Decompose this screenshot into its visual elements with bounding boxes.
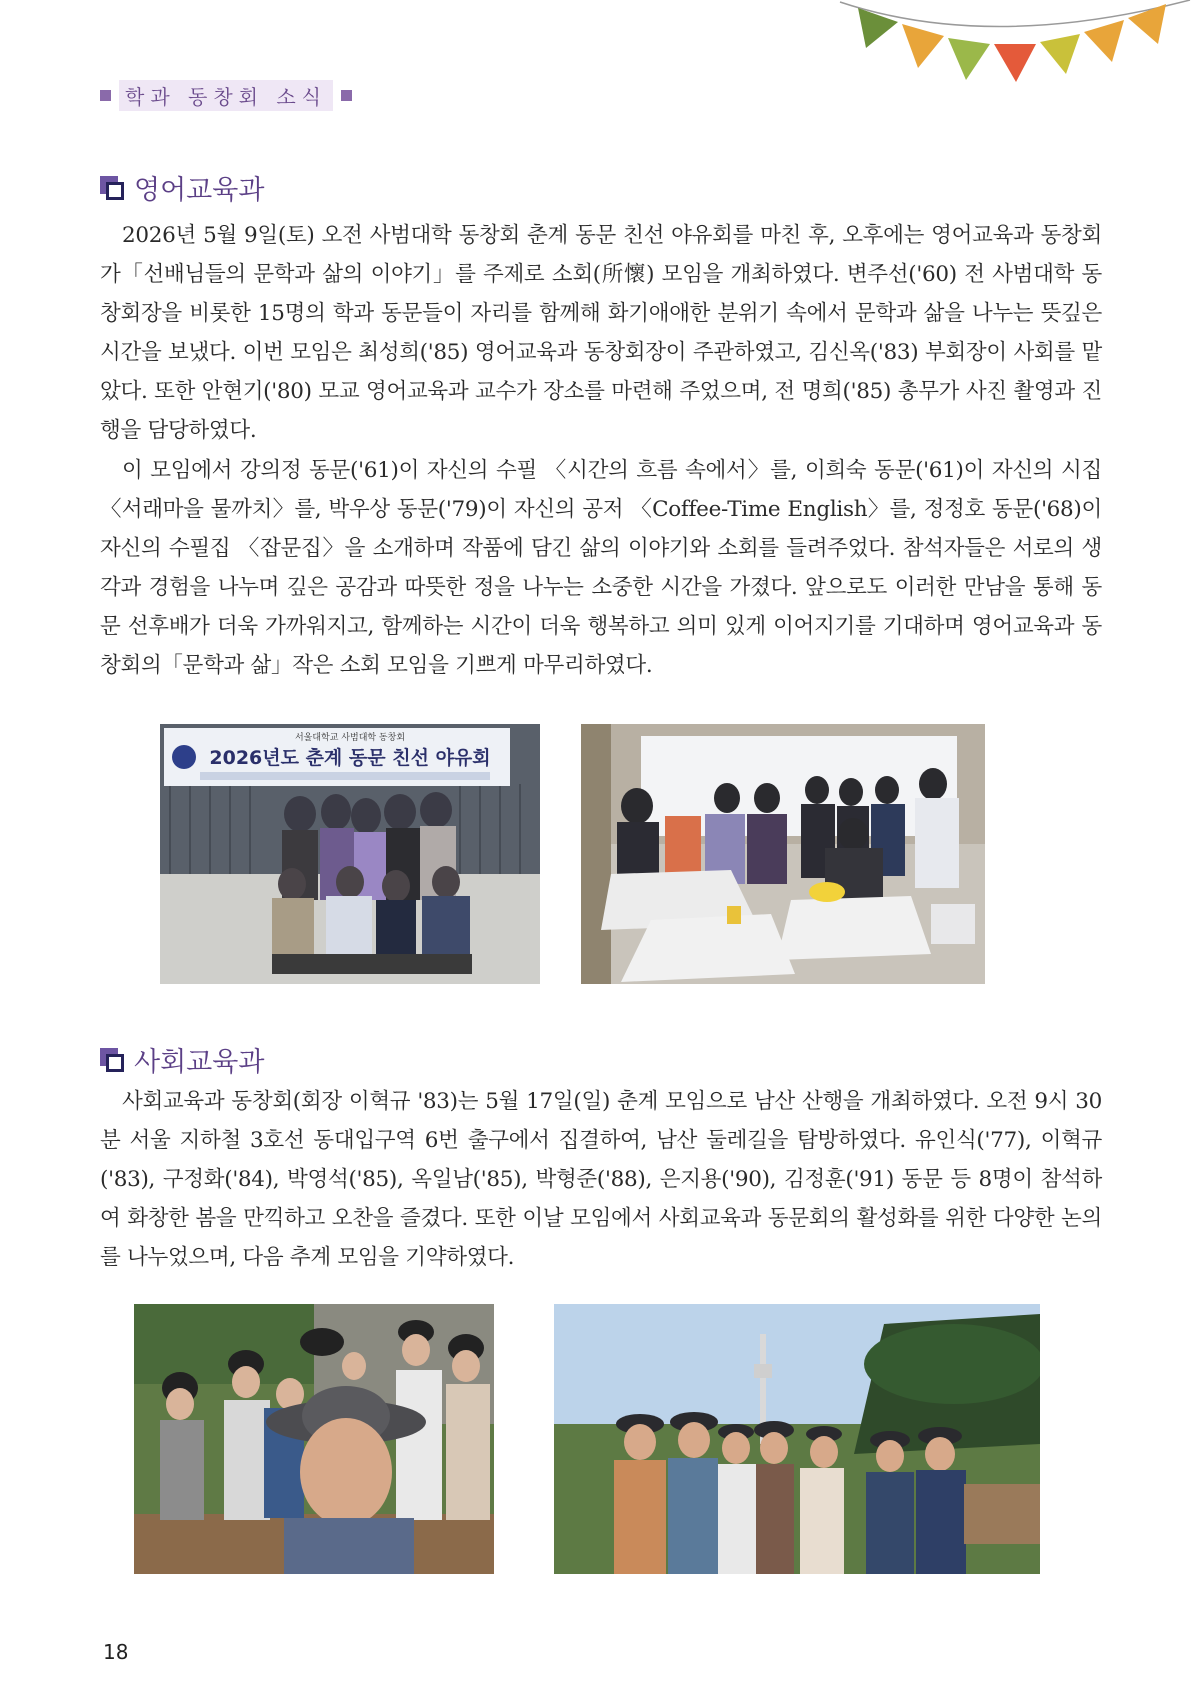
- paragraph: 이 모임에서 강의정 동문('61)이 자신의 수필 〈시간의 흐름 속에서〉를, 이희숙 동문('61)이 자신의 시집 〈서래마을 물까치〉를, 박우상 동문('79)이 자신의 공저 〈Coffee-Time English〉를, 정정호 동문('68)이 자신의 수필집 〈잡문집〉을 소개하며 작품에 담긴 삶의 이야기와 소회를 들려주었다. 참석자들은 서로의 생각과 경험을 나누며 깊은 공감과 따뜻한 정을 나누는 소중한 시간을 가졌다. 앞으로도 이러한 만남을 통해 동문 선후배가 더욱 가까워지고, 함께하는 시간이 더욱 행복하고 의미 있게 이어지기를 기대하며 영어교육과 동창회의「문학과 삶」작은 소회 모임을 기쁘게 마무리하였다.: [100, 458, 1102, 678]
- banner-subtitle: 서울대학교 사범대학 동창회: [294, 733, 406, 743]
- photo-classroom-meeting: [581, 724, 985, 984]
- section-heading-social: [100, 1040, 264, 1079]
- section-title: 사회교육과: [134, 1047, 265, 1078]
- paragraph: 사회교육과 동창회(회장 이혁규 '83)는 5월 17일(일) 춘계 모임으로 남산 산행을 개최하였다. 오전 9시 30분 서울 지하철 3호선 동대입구역 6번 출구에서 집결하여, 남산 둘레길을 탐방하였다. 유인식('77), 이혁규('83), 구정화('84), 박영석('85), 옥일남('85), 박형준('88), 은지용('90), 김정훈('91) 동문 등 8명이 참석하여 화창한 봄을 만끽하고 오찬을 즐겼다. 또한 이날 모임에서 사회교육과 동문회의 활성화를 위한 다양한 논의를 나누었으며, 다음 추계 모임을 기약하였다.: [100, 1089, 1102, 1270]
- photo-hiking-selfie: [134, 1304, 494, 1574]
- section-tag: [100, 82, 352, 108]
- square-heading-icon: [100, 176, 124, 200]
- photo-namsan-group: [554, 1304, 1040, 1574]
- photo-group-picnic: [160, 724, 540, 984]
- square-heading-icon: [100, 1048, 124, 1072]
- square-bullet-icon: [100, 90, 111, 101]
- section-title: 영어교육과: [134, 175, 265, 206]
- banner-title: 2026년도 춘계 동문 친선 야유회: [209, 747, 491, 769]
- section-heading-english: [100, 168, 264, 207]
- square-bullet-icon: [341, 90, 352, 101]
- section-tag-label: 학과 동창회 소식: [119, 80, 333, 111]
- page-number: 18: [103, 1640, 129, 1664]
- paragraph: 2026년 5월 9일(토) 오전 사범대학 동창회 춘계 동문 친선 야유회를 마친 후, 오후에는 영어교육과 동창회가「선배님들의 문학과 삶의 이야기」를 주제로 소회(所懷) 모임을 개최하였다. 변주선('60) 전 사범대학 동창회장을 비롯한 15명의 학과 동문들이 자리를 함께해 화기애애한 분위기 속에서 문학과 삶을 나누는 뜻깊은 시간을 보냈다. 이번 모임은 최성희('85) 영어교육과 동창회장이 주관하였고, 김신옥('83) 부회장이 사회를 맡았다. 또한 안현기('80) 모교 영어교육과 교수가 장소를 마련해 주었으며, 전 명희('85) 총무가 사진 촬영과 진행을 담당하였다.: [100, 223, 1102, 443]
